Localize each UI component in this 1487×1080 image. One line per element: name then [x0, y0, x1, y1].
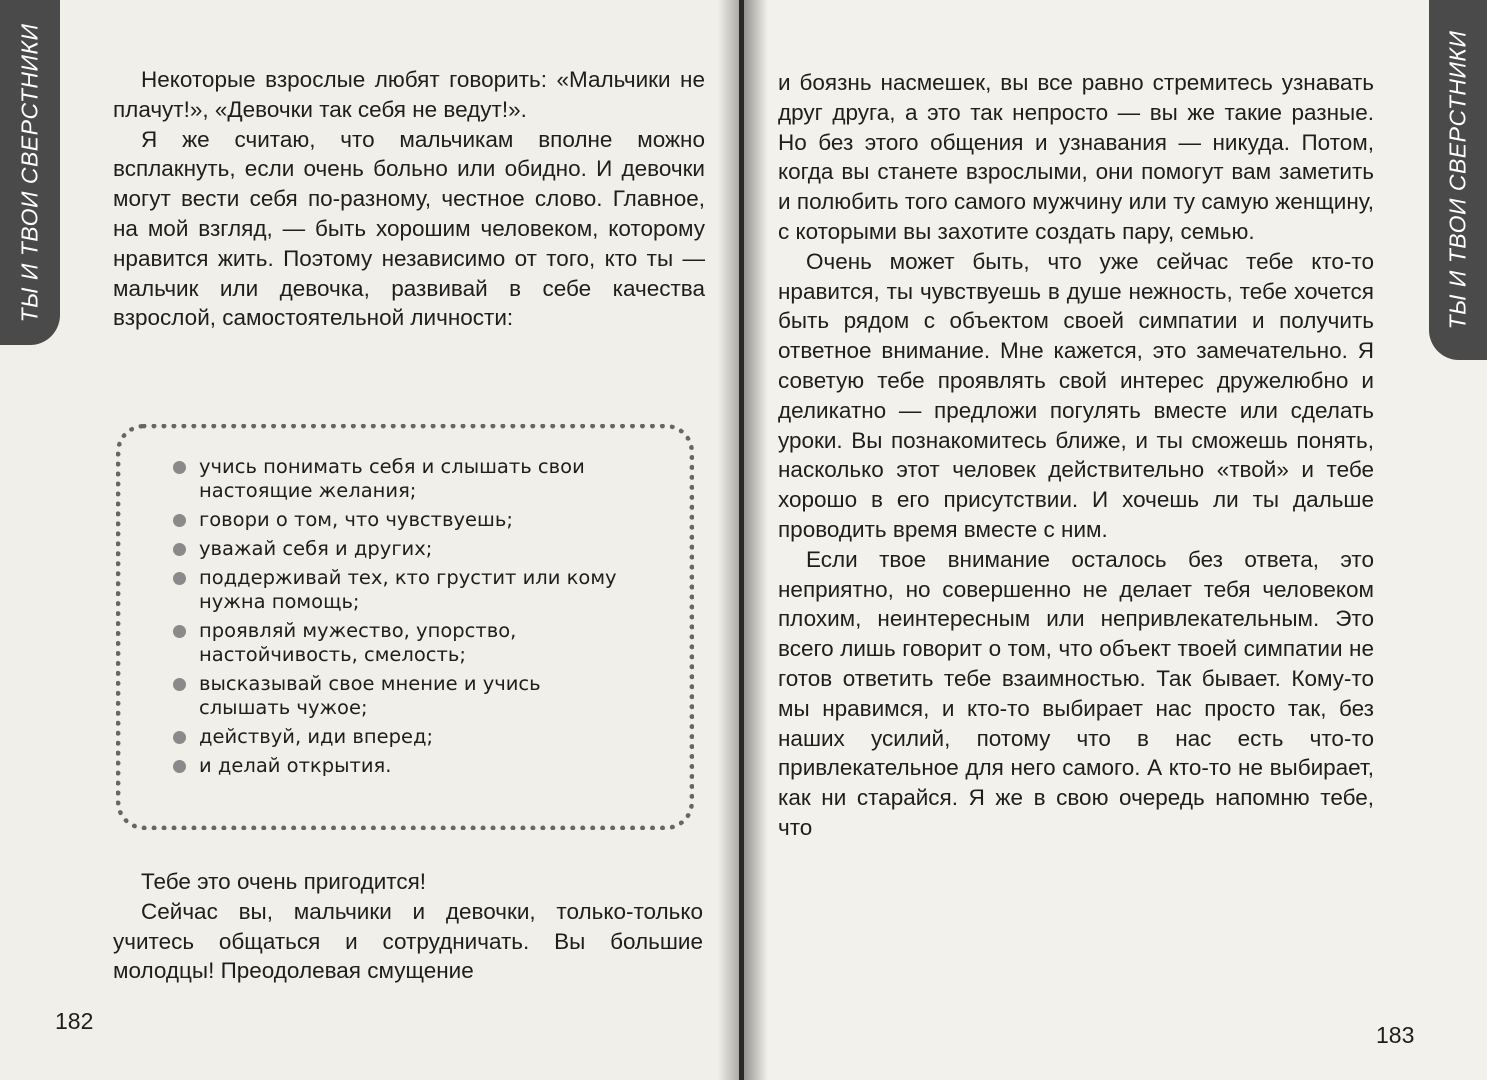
page-number-left: 182 — [55, 1008, 94, 1034]
tip-text: учись понимать себя и слышать свои настоящие желания; — [199, 455, 585, 502]
list-item — [173, 619, 638, 667]
bullet-icon — [173, 543, 186, 556]
gutter-shadow — [742, 0, 768, 1080]
list-item — [173, 537, 638, 561]
paragraph: Очень может быть, что уже сейчас тебе кто-то нравится, ты чувствуешь в душе нежность, тебе хочется быть рядом с объектом своей симпатии и получить ответное внимание. Мне кажется, это замечательно. Я советую тебе проявлять свой интерес дружелюбно и деликатно — предложи погулять вместе или сделать уроки. Вы познакомитесь ближе, и ты сможешь понять, насколько этот человек действительно «твой» и тебе хорошо в его присутствии. И хочешь ли ты дальше проводить время вместе с ним. — [778, 248, 1374, 542]
list-item — [173, 566, 638, 614]
section-tab-right — [1429, 0, 1487, 360]
tip-text: высказывай свое мнение и учись слышать чужое; — [199, 672, 541, 719]
tips-list — [173, 455, 638, 783]
bullet-icon — [173, 514, 186, 527]
book-gutter — [739, 0, 744, 1080]
list-item — [173, 508, 638, 532]
list-item — [173, 725, 638, 749]
tip-text: проявляй мужество, упорство, настойчивость, смелость; — [199, 619, 517, 666]
bullet-icon — [173, 678, 186, 691]
section-tab-left — [0, 0, 60, 345]
paragraph: Я же считаю, что мальчикам вполне можно всплакнуть, если очень больно или обидно. И девочки могут вести себя по-разному, честное слово. Главное, на мой взгляд, — быть хорошим человеком, которому нравится жить. Поэтому независимо от того, кто ты — мальчик или девочка, развивай в себе качества взрослой, самостоятельной личности: — [113, 126, 705, 331]
paragraph: Сейчас вы, мальчики и девочки, только-только учитесь общаться и сотрудничать. Вы большие молодцы! Преодолевая смущение — [113, 898, 703, 984]
tip-text: говори о том, что чувствуешь; — [199, 508, 513, 531]
tip-text: и делай открытия. — [199, 754, 392, 777]
list-item — [173, 672, 638, 720]
paragraph: Если твое внимание осталось без ответа, это неприятно, но совершенно не делает тебя человеком плохим, неинтересным или непривлекательным. Это всего лишь говорит о том, что объект твоей симпатии не готов ответить тебе взаимностью. Так бывает. Кому-то мы нравимся, и кто-то выбирает нас просто так, без наших усилий, потому что в нас есть что-то привлекательное для него самого. А кто-то не выбирает, как ни старайся. Я же в свою очередь напомню тебе, что — [778, 546, 1374, 840]
bullet-icon — [173, 760, 186, 773]
paragraph: и боязнь насмешек, вы все равно стремитесь узнавать друг друга, а это так непросто — вы же такие разные. Но без этого общения и узнавания — никуда. Потом, когда вы станете взрослыми, они помогут вам заметить и полюбить того самого мужчину или ту самую женщину, с которыми вы захотите создать пару, семью. — [778, 70, 1374, 244]
tip-text: уважай себя и других; — [199, 537, 433, 560]
list-item — [173, 455, 638, 503]
left-text-bottom — [113, 867, 703, 986]
tip-text: действуй, иди вперед; — [199, 725, 434, 748]
paragraph: Некоторые взрослые любят говорить: «Мальчики не плачут!», «Девочки так себя не ведут!». — [113, 67, 705, 122]
bullet-icon — [173, 625, 186, 638]
left-text-top — [113, 65, 705, 333]
tips-box — [116, 424, 694, 830]
tip-text: поддерживай тех, кто грустит или кому нужна помощь; — [199, 566, 617, 613]
list-item — [173, 754, 638, 778]
page-number-right: 183 — [1376, 1022, 1415, 1048]
section-title-left: ТЫ И ТВОИ СВЕРСТНИКИ — [16, 23, 43, 322]
bullet-icon — [173, 731, 186, 744]
bullet-icon — [173, 572, 186, 585]
paragraph: Тебе это очень пригодится! — [141, 869, 427, 894]
section-title-right: ТЫ И ТВОИ СВЕРСТНИКИ — [1444, 30, 1471, 330]
right-text — [778, 68, 1374, 843]
bullet-icon — [173, 461, 186, 474]
left-page — [0, 0, 742, 1080]
